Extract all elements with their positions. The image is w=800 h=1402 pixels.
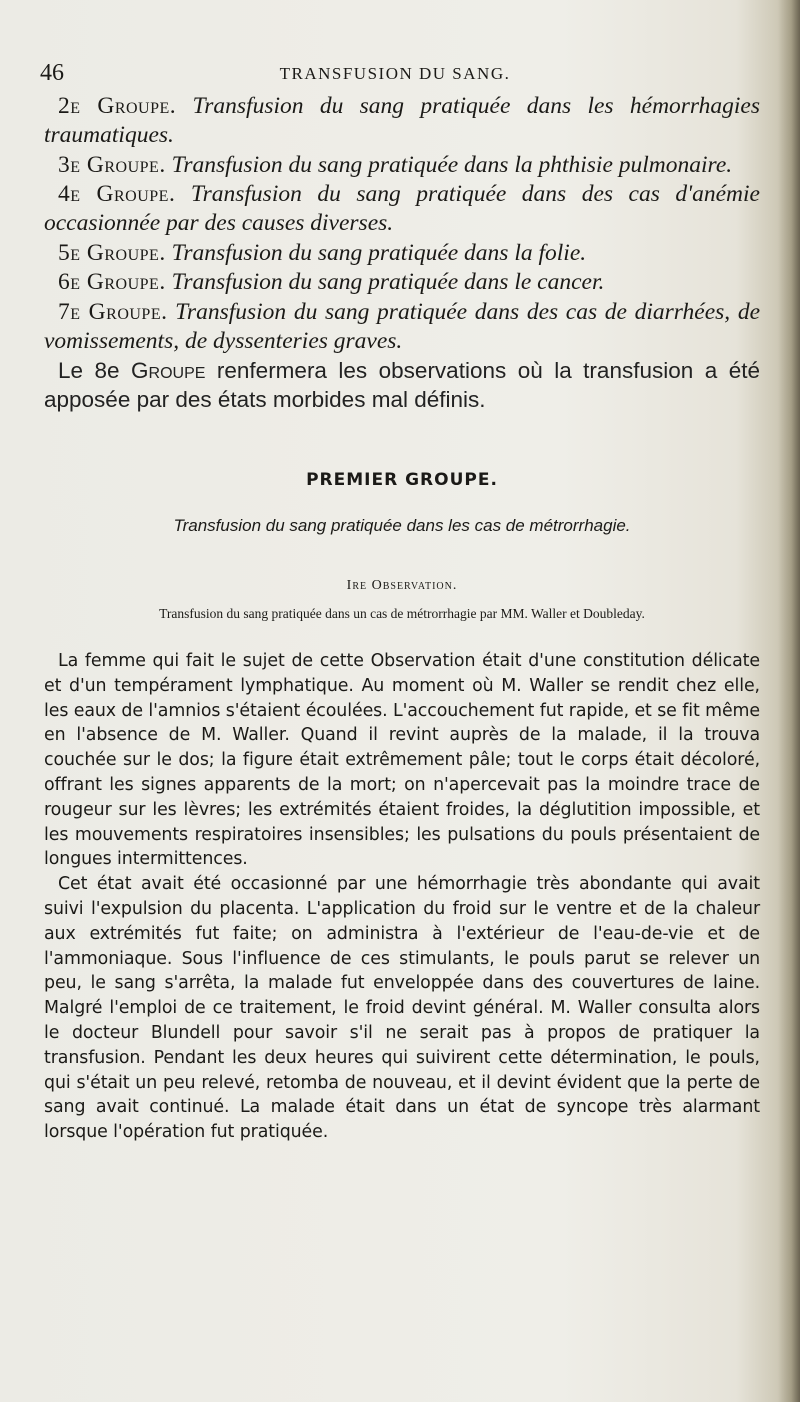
page-header: [40, 60, 760, 90]
group-4-entry: [44, 180, 760, 238]
group-description: Transfusion du sang pratiquée dans des cas de diarrhées, de vomissements, de dyssenteries graves.: [44, 298, 760, 354]
group-8-entry: [44, 356, 760, 414]
group-label: 4e Groupe.: [58, 181, 176, 207]
section-title: PREMIER GROUPE.: [306, 470, 498, 490]
group-2-entry: [44, 92, 760, 150]
group-7-entry: [44, 298, 760, 356]
group-description: Transfusion du sang pratiquée dans la folie.: [171, 239, 587, 266]
group-label: 6e Groupe.: [58, 269, 166, 295]
group-label: 2e Groupe.: [58, 93, 177, 119]
group-label: 7e Groupe.: [58, 298, 168, 325]
observation-title: Ire Observation.: [346, 578, 458, 593]
page-edge-shadow: [778, 0, 800, 1402]
group-description: Transfusion du sang pratiquée dans le cancer.: [171, 269, 605, 295]
group-8-description: renfermera les observations où la transfusion a été apposée par des états morbides mal définis.: [44, 358, 760, 412]
page-number: 46: [40, 60, 64, 86]
group-label: Groupe: [131, 358, 206, 383]
group-8-prefix: Le 8e: [58, 358, 120, 383]
observation-subtitle: Transfusion du sang pratiquée dans un cas de métrorrhagie par MM. Waller et Doubleday.: [159, 606, 645, 621]
group-description: Transfusion du sang pratiquée dans la phthisie pulmonaire.: [171, 151, 733, 178]
group-description: Transfusion du sang pratiquée dans des cas d'anémie occasionnée par des causes diverses.: [44, 181, 760, 236]
group-description: Transfusion du sang pratiquée dans les hémorrhagies traumatiques.: [44, 93, 761, 148]
group-6-entry: [44, 268, 760, 297]
section-subtitle: Transfusion du sang pratiquée dans les cas de métrorrhagie.: [173, 516, 631, 535]
group-3-entry: [44, 151, 760, 180]
running-head: TRANSFUSION DU SANG.: [279, 64, 511, 83]
group-label: 3e Groupe.: [58, 151, 166, 178]
group-5-entry: [44, 239, 760, 268]
body-paragraph: Cet état avait été occasionné par une hémorrhagie très abondante qui avait suivi l'expulsion du placenta. L'application du froid sur le ventre et de la chaleur aux extrémités fut faite; on administra à l'extérieur de l'eau-de-vie et de l'ammoniaque. Sous l'influence de ces stimulants, le pouls parut se relever un peu, le sang s'arrêta, la malade fut enveloppée dans des couvertures de laine. Malgré l'emploi de ce traitement, le froid devint général. M. Waller consulta alors le docteur Blundell pour savoir s'il ne serait pas à propos de pratiquer la transfusion. Pendant les deux heures qui suivirent cette détermination, le pouls, qui s'était un peu relevé, retomba de nouveau, et il devint évident que la perte de sang avait continué. La malade était dans un état de syncope très alarmant lorsque l'opération fut pratiquée.: [44, 874, 760, 1143]
page-body: [44, 92, 760, 1145]
group-label: 5e Groupe.: [58, 239, 166, 266]
body-paragraph: La femme qui fait le sujet de cette Observation était d'une constitution délicate et d'un tempérament lymphatique. Au moment où M. Waller se rendit chez elle, les eaux de l'amnios s'étaient écoulées. L'accouchement fut rapide, et se fit même en l'absence de M. Waller. Quand il revint auprès de la malade, il la trouva couchée sur le dos; la figure était extrêmement pâle; tout le corps était décoloré, offrant les signes apparents de la mort; on n'apercevait pas la moindre trace de rougeur sur les lèvres; les extrémités étaient froides, la déglutition impossible, et les mouvements respiratoires insensibles; les pulsations du pouls présentaient de longues intermittences.: [44, 651, 760, 870]
